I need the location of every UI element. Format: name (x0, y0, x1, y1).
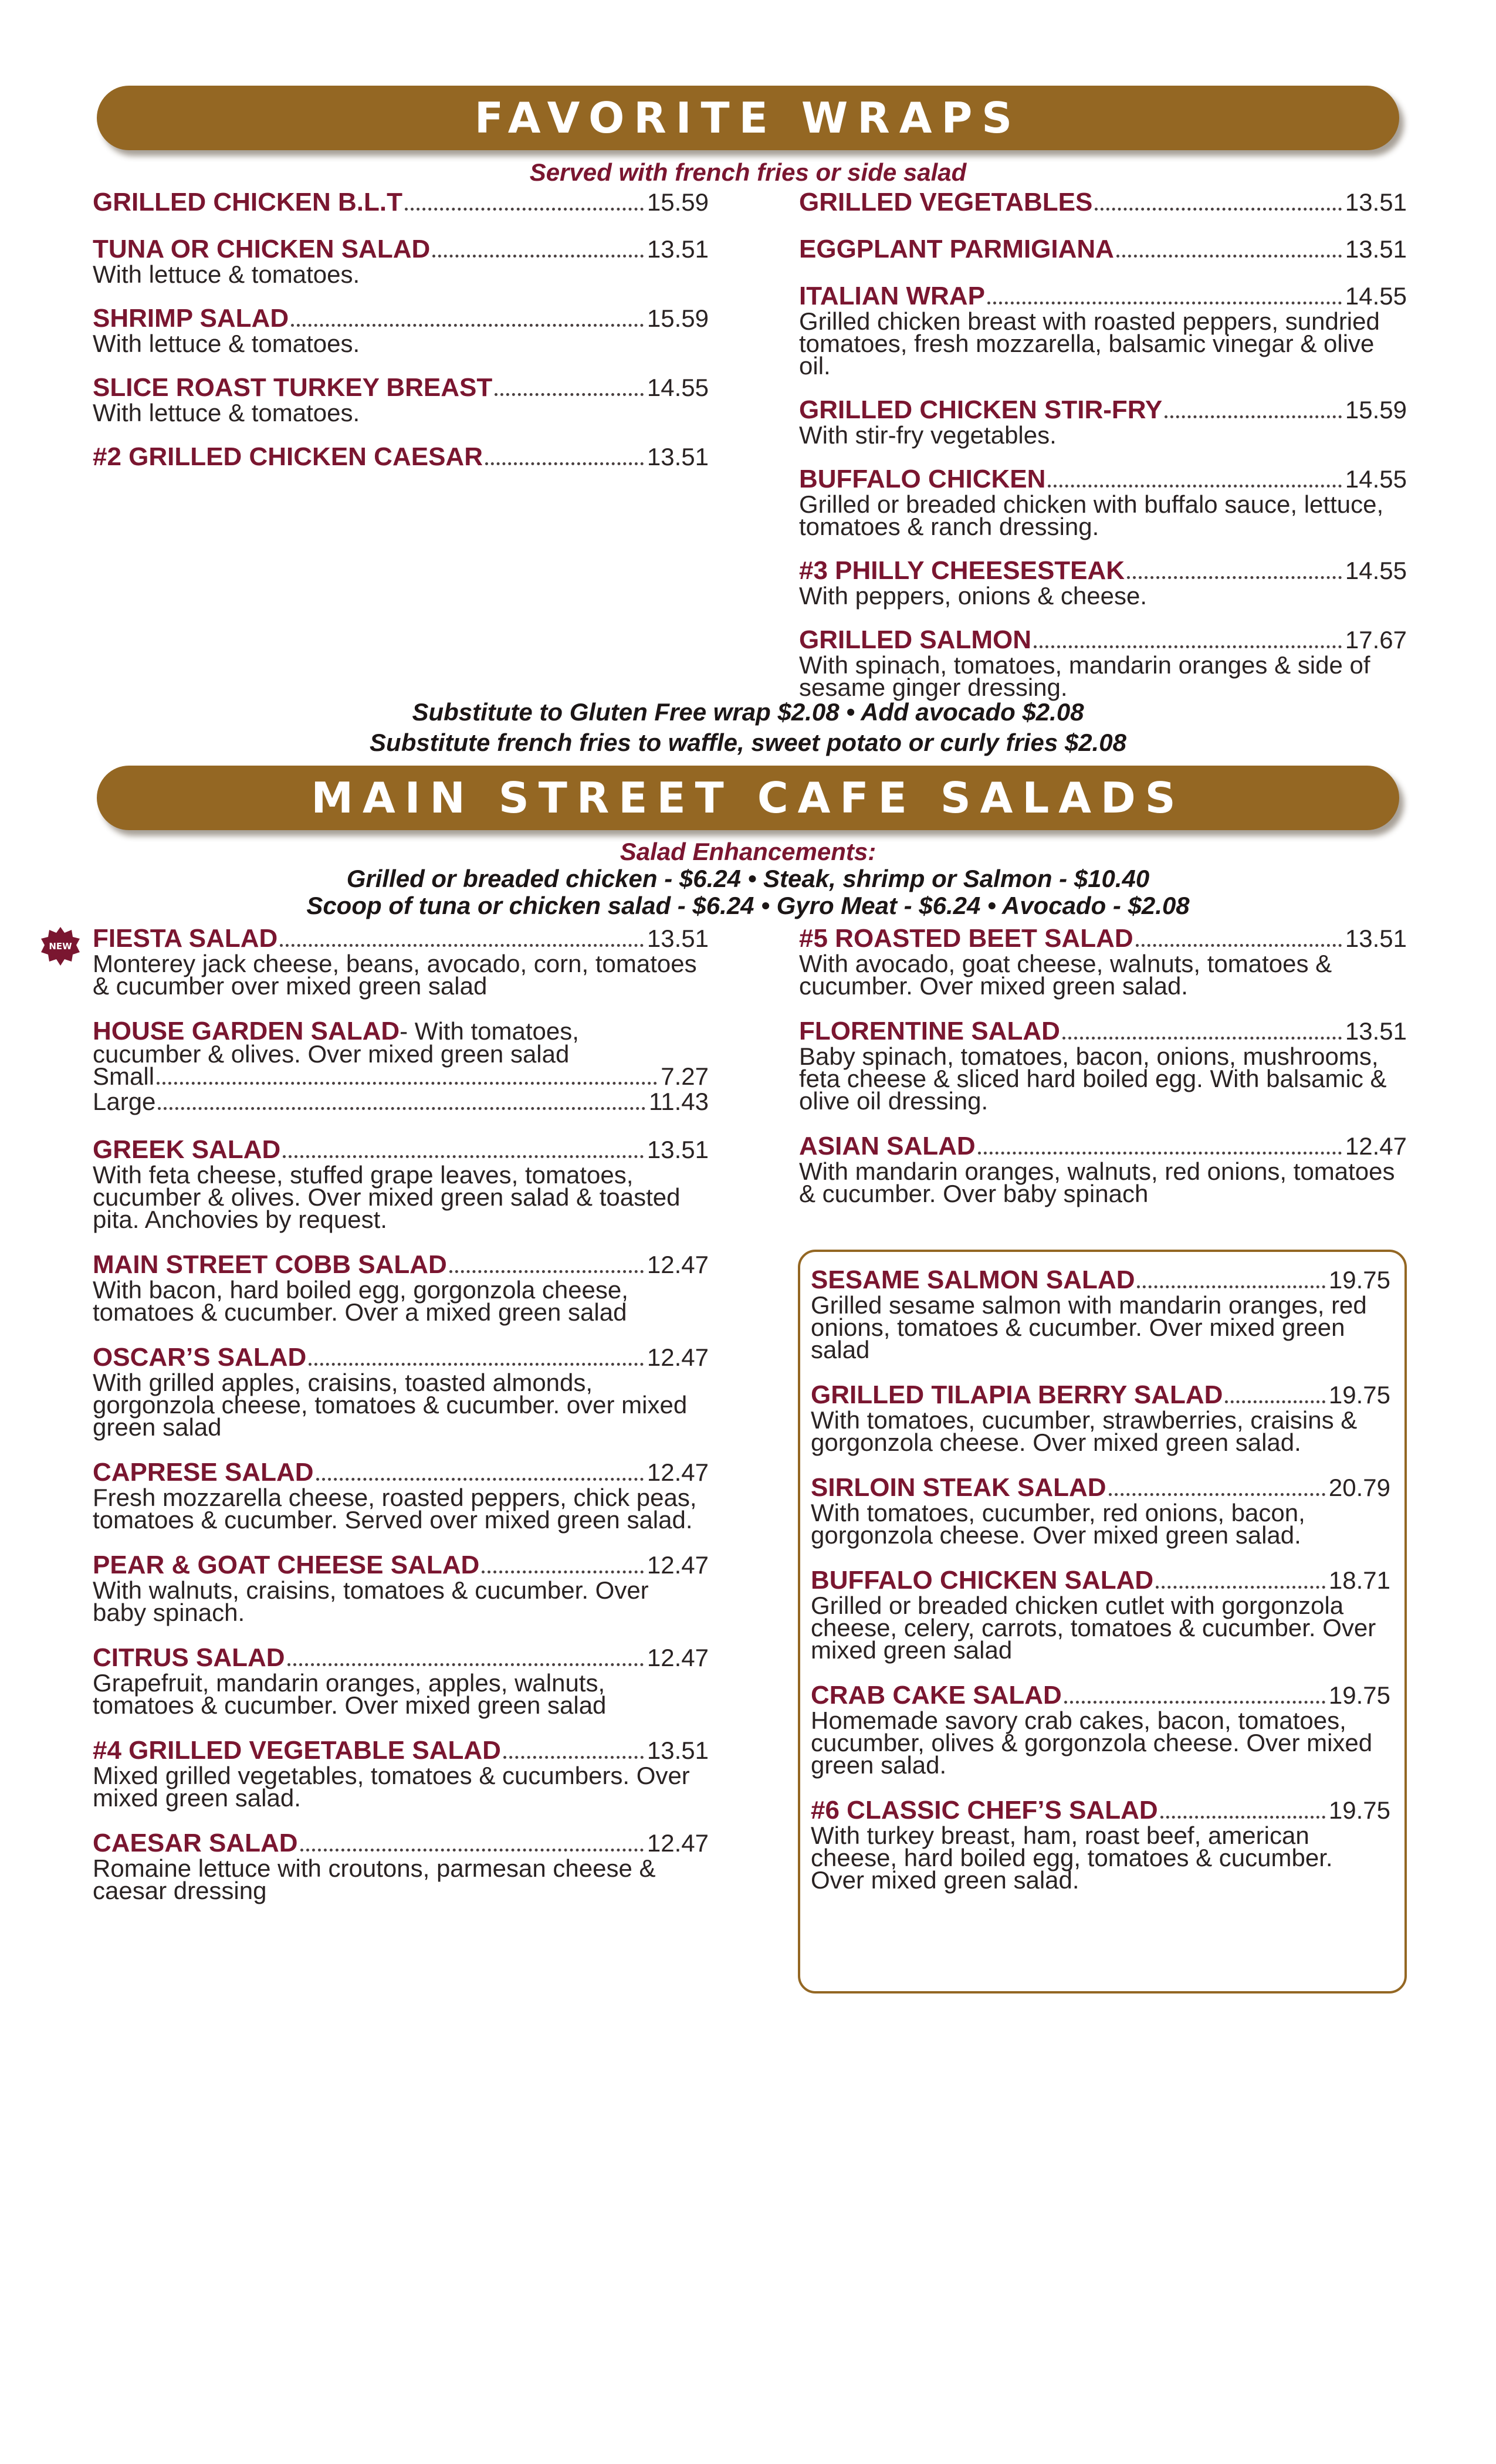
menu-item-name: #3 PHILLY CHEESESTEAK (799, 556, 1125, 585)
menu-item-price: 14.55 (1345, 465, 1407, 493)
menu-item-row (93, 442, 709, 471)
dot-leader (1062, 1037, 1342, 1040)
salads-left-column (93, 924, 709, 1924)
menu-item-row (811, 1473, 1390, 1502)
menu-item-description: With feta cheese, stuffed grape leaves, tomatoes, cucumber & olives. Over mixed green salad & toasted pita. Anchovies by request. (93, 1161, 681, 1233)
menu-item (799, 1132, 1407, 1207)
menu-item (799, 465, 1407, 540)
dot-leader (280, 944, 644, 947)
menu-item (93, 188, 709, 216)
size-option-price: 11.43 (649, 1088, 709, 1115)
menu-item-price: 12.47 (647, 1343, 709, 1371)
salad-enhancements-title: Salad Enhancements: (620, 838, 876, 865)
salad-enhancements-line-1: Grilled or breaded chicken - $6.24 • Steak, shrimp or Salmon - $10.40 (346, 865, 1150, 892)
menu-item (811, 1380, 1390, 1456)
menu-item-name: ASIAN SALAD (799, 1132, 976, 1160)
dot-leader (309, 1363, 644, 1366)
menu-item-name: FLORENTINE SALAD (799, 1017, 1060, 1045)
menu-item-name: BUFFALO CHICKEN SALAD (811, 1566, 1154, 1595)
menu-item-name: GRILLED VEGETABLES (799, 188, 1093, 216)
menu-item (93, 1829, 709, 1904)
dot-leader (405, 208, 644, 211)
menu-item-price: 12.47 (647, 1644, 709, 1671)
menu-item-row (93, 1458, 709, 1487)
menu-item-name: MAIN STREET COBB SALAD (93, 1250, 447, 1279)
menu-item-description: Mixed grilled vegetables, tomatoes & cucumbers. Over mixed green salad. (93, 1762, 690, 1812)
menu-item-row (93, 1553, 709, 1579)
menu-item (799, 188, 1407, 216)
menu-item-price: 13.51 (647, 1737, 709, 1764)
menu-item (93, 1017, 709, 1116)
menu-item-row (811, 1681, 1390, 1710)
menu-item-row (93, 1017, 709, 1045)
menu-item-description: Grilled or breaded chicken cutlet with gorgonzola cheese, celery, carrots, tomatoes & cucumber. Over mixed green salad (811, 1592, 1376, 1664)
menu-item-row (93, 1250, 709, 1279)
menu-item-price: 18.71 (1328, 1566, 1390, 1594)
dot-leader (485, 462, 644, 465)
menu-item-row (93, 1829, 709, 1857)
menu-item-price: 13.51 (647, 1136, 709, 1163)
menu-item-price: 15.59 (1345, 396, 1407, 424)
dot-leader (495, 393, 644, 396)
dot-leader (158, 1107, 645, 1110)
menu-item-price: 12.47 (647, 1251, 709, 1278)
menu-item-price: 19.75 (1328, 1381, 1390, 1409)
dot-leader (291, 324, 644, 327)
menu-item-row (93, 188, 709, 216)
menu-item-name: ITALIAN WRAP (799, 282, 985, 310)
dot-leader (1116, 255, 1342, 258)
new-badge-label: NEW (49, 941, 72, 952)
dot-leader (1048, 485, 1341, 488)
menu-item (93, 304, 709, 357)
menu-item-name: GRILLED CHICKEN B.L.T (93, 188, 402, 216)
menu-item-name: GRILLED CHICKEN STIR-FRY (799, 395, 1163, 424)
menu-item-price: 12.47 (1345, 1132, 1407, 1160)
menu-item-name: #6 CLASSIC CHEF’S SALAD (811, 1796, 1158, 1825)
size-option-label: Large (93, 1088, 156, 1115)
menu-item (799, 1017, 1407, 1115)
menu-item-name: BUFFALO CHICKEN (799, 465, 1046, 493)
dot-leader (449, 1270, 644, 1273)
menu-item-name: PEAR & GOAT CHEESE SALAD (93, 1551, 480, 1579)
menu-item-row (93, 235, 709, 263)
menu-item-price: 19.75 (1328, 1681, 1390, 1709)
menu-item-price: 12.47 (647, 1551, 709, 1579)
menu-item-name: OSCAR’S SALAD (93, 1343, 307, 1372)
menu-item-description: Romaine lettuce with croutons, parmesan cheese & caesar dressing (93, 1854, 656, 1904)
menu-item (799, 395, 1407, 449)
menu-item (93, 235, 709, 288)
menu-item-name: GRILLED SALMON (799, 625, 1031, 654)
menu-item-description: With lettuce & tomatoes. (93, 260, 360, 288)
dot-leader (300, 1849, 644, 1852)
menu-item-price: 19.75 (1328, 1796, 1390, 1824)
menu-item-description: With stir-fry vegetables. (799, 421, 1057, 449)
size-option-row (93, 1062, 709, 1091)
menu-item-row (799, 556, 1407, 585)
menu-item-row (93, 1135, 709, 1164)
menu-item-row (799, 1017, 1407, 1045)
menu-item (799, 625, 1407, 701)
menu-item-row (799, 188, 1407, 216)
menu-item-price: 14.55 (1345, 557, 1407, 584)
menu-item-row (93, 373, 709, 402)
menu-item-row (93, 924, 709, 953)
menu-item-description: Fresh mozzarella cheese, roasted peppers, chick peas, tomatoes & cucumber. Served over mixed green salad. (93, 1484, 697, 1534)
menu-item-description: cucumber & olives. Over mixed green salad (93, 1040, 570, 1068)
menu-item-name: CRAB CAKE SALAD (811, 1681, 1062, 1710)
wraps-subtitle: Served with french fries or side salad (529, 158, 967, 186)
menu-item-description: Homemade savory crab cakes, bacon, tomatoes, cucumber, olives & gorgonzola cheese. Over mixed green salad. (811, 1707, 1373, 1779)
menu-item-row (811, 1566, 1390, 1595)
dot-leader (1034, 645, 1342, 648)
dot-leader (1225, 1400, 1325, 1403)
menu-item (811, 1796, 1390, 1894)
menu-item (799, 924, 1407, 1000)
wraps-banner: FAVORITE WRAPS (97, 86, 1399, 150)
dot-leader (283, 1155, 644, 1158)
menu-item-price: 12.47 (647, 1829, 709, 1857)
menu-item-name: #2 GRILLED CHICKEN CAESAR (93, 442, 483, 471)
menu-item-name: CITRUS SALAD (93, 1643, 285, 1672)
dot-leader (1109, 1493, 1325, 1496)
menu-item (93, 373, 709, 427)
menu-item-description: Baby spinach, tomatoes, bacon, onions, mushrooms, feta cheese & sliced hard boiled egg. With balsamic & olive oil dressing. (799, 1043, 1387, 1115)
dot-leader (1136, 944, 1342, 947)
menu-item-description: Grilled or breaded chicken with buffalo sauce, lettuce, tomatoes & ranch dressing. (799, 490, 1384, 540)
menu-item-name: GRILLED TILAPIA BERRY SALAD (811, 1380, 1223, 1409)
wraps-footer-1: Substitute to Gluten Free wrap $2.08 • Add avocado $2.08 (412, 698, 1084, 726)
menu-item-description: With spinach, tomatoes, mandarin oranges & side of sesame ginger dressing. (799, 651, 1370, 701)
menu-item-name: CAESAR SALAD (93, 1829, 298, 1857)
dot-leader (1137, 1285, 1325, 1288)
menu-item-name: FIESTA SALAD (93, 924, 278, 953)
menu-item-name: EGGPLANT PARMIGIANA (799, 235, 1114, 263)
menu-item-name: TUNA OR CHICKEN SALAD (93, 235, 431, 263)
menu-item (811, 1265, 1390, 1363)
new-badge-icon (40, 926, 81, 967)
menu-item-price: 13.51 (1345, 925, 1407, 952)
menu-item-name: SHRIMP SALAD (93, 304, 289, 333)
menu-item (93, 1643, 709, 1719)
menu-item-description: With turkey breast, ham, roast beef, american cheese, hard boiled egg, tomatoes & cucumber. Over mixed green salad. (811, 1822, 1333, 1894)
menu-item (93, 1343, 709, 1441)
menu-item-description: Monterey jack cheese, beans, avocado, corn, tomatoes & cucumber over mixed green salad (93, 950, 697, 1000)
menu-item-description: With mandarin oranges, walnuts, red onions, tomatoes & cucumber. Over baby spinach (799, 1157, 1395, 1207)
menu-item (93, 1736, 709, 1812)
salads-banner: MAIN STREET CAFE SALADS (97, 766, 1399, 830)
menu-item-name: SIRLOIN STEAK SALAD (811, 1473, 1106, 1502)
menu-item (799, 235, 1407, 263)
menu-item-row (811, 1796, 1390, 1825)
dot-leader (482, 1571, 644, 1573)
premium-salads-box (798, 1250, 1407, 1993)
menu-item-description: With grilled apples, craisins, toasted almonds, gorgonzola cheese, tomatoes & cucumber. over mixed green salad (93, 1369, 688, 1441)
dot-leader (1165, 415, 1342, 418)
menu-item-description: With tomatoes, cucumber, strawberries, craisins & gorgonzola cheese. Over mixed green salad. (811, 1406, 1358, 1456)
menu-item-name: HOUSE GARDEN SALAD (93, 1017, 400, 1045)
premium-salads-list (811, 1265, 1390, 1894)
menu-item-description: Grilled chicken breast with roasted peppers, sundried tomatoes, fresh mozzarella, balsamic vinegar & olive oil. (799, 307, 1380, 380)
menu-item-description: Grilled sesame salmon with mandarin oranges, red onions, tomatoes & cucumber. Over mixed green salad (811, 1291, 1367, 1363)
menu-item-row (799, 235, 1407, 263)
menu-item-name: #5 ROASTED BEET SALAD (799, 924, 1133, 953)
menu-item (93, 924, 709, 1000)
menu-item-description: Grapefruit, mandarin oranges, apples, walnuts, tomatoes & cucumber. Over mixed green salad (93, 1669, 607, 1719)
menu-item-price: 13.51 (647, 925, 709, 952)
menu-item-price: 13.51 (1345, 235, 1407, 263)
menu-item-price: 13.51 (647, 443, 709, 471)
menu-item-row (799, 282, 1407, 310)
menu-item-row (93, 304, 709, 333)
menu-item-price: 14.55 (647, 374, 709, 401)
dot-leader (987, 302, 1342, 304)
salad-enhancements-line-2: Scoop of tuna or chicken salad - $6.24 • Gyro Meat - $6.24 • Avocado - $2.08 (306, 892, 1190, 919)
menu-item-price: 20.79 (1328, 1474, 1390, 1501)
dot-leader (1156, 1586, 1325, 1589)
menu-item (811, 1473, 1390, 1549)
menu-item-row (811, 1380, 1390, 1409)
menu-item-price: 19.75 (1328, 1266, 1390, 1294)
menu-item-price: 14.55 (1345, 282, 1407, 310)
menu-item-description: With tomatoes, cucumber, red onions, bacon, gorgonzola cheese. Over mixed green salad. (811, 1499, 1305, 1549)
menu-item-row (799, 924, 1407, 953)
dot-leader (1064, 1701, 1325, 1704)
menu-item-price: 13.51 (1345, 1017, 1407, 1045)
menu-item (811, 1566, 1390, 1664)
menu-item-description: With lettuce & tomatoes. (93, 330, 360, 357)
menu-item-row (93, 1643, 709, 1672)
menu-item (93, 442, 709, 471)
dot-leader (1127, 576, 1342, 579)
dot-leader (432, 255, 644, 258)
menu-item-description: With avocado, goat cheese, walnuts, tomatoes & cucumber. Over mixed green salad. (799, 950, 1332, 1000)
salads-right-column (799, 924, 1407, 1227)
wraps-footer-2: Substitute french fries to waffle, sweet potato or curly fries $2.08 (370, 729, 1126, 756)
menu-item-row (93, 1736, 709, 1765)
menu-item-price: 12.47 (647, 1458, 709, 1486)
menu-item-name: #4 GRILLED VEGETABLE SALAD (93, 1736, 501, 1765)
menu-item (93, 1458, 709, 1534)
menu-item-row (799, 465, 1407, 493)
menu-item-row (811, 1265, 1390, 1294)
dot-leader (287, 1663, 644, 1666)
menu-item-row (93, 1343, 709, 1372)
wraps-left-column (93, 188, 709, 492)
wraps-right-column (799, 188, 1407, 720)
menu-item (93, 1553, 709, 1624)
menu-item-name: GREEK SALAD (93, 1135, 281, 1164)
menu-item (799, 282, 1407, 380)
menu-item-description: With peppers, onions & cheese. (799, 582, 1148, 610)
menu-item-row (799, 395, 1407, 424)
dot-leader (503, 1756, 644, 1759)
menu-item-description: With lettuce & tomatoes. (93, 399, 360, 427)
dot-leader (157, 1082, 657, 1085)
menu-item-description: With walnuts, craisins, tomatoes & cucumber. Over baby spinach. (93, 1576, 649, 1626)
menu-item-price: 13.51 (1345, 188, 1407, 216)
menu-item (799, 556, 1407, 610)
menu-item (93, 1135, 709, 1233)
dot-leader (1160, 1816, 1325, 1819)
dot-leader (1095, 208, 1342, 211)
menu-item-name: SESAME SALMON SALAD (811, 1265, 1135, 1294)
menu-item-price: 15.59 (647, 188, 709, 216)
menu-item (811, 1681, 1390, 1779)
dot-leader (316, 1478, 644, 1481)
menu-item-row (799, 625, 1407, 654)
size-option-row (93, 1088, 709, 1116)
menu-item-price: 13.51 (647, 235, 709, 263)
menu-item-name: SLICE ROAST TURKEY BREAST (93, 373, 493, 402)
menu-item-price: 17.67 (1345, 626, 1407, 654)
menu-item-name: CAPRESE SALAD (93, 1458, 314, 1487)
menu-item-inline-desc: - With tomatoes, (400, 1017, 579, 1045)
menu-item-description: With bacon, hard boiled egg, gorgonzola cheese, tomatoes & cucumber. Over a mixed green salad (93, 1276, 628, 1326)
menu-item-price: 15.59 (647, 304, 709, 332)
dot-leader (978, 1152, 1342, 1155)
menu-item (93, 1250, 709, 1326)
menu-item-row (799, 1132, 1407, 1160)
size-option-price: 7.27 (661, 1062, 709, 1090)
size-option-label: Small (93, 1062, 155, 1090)
